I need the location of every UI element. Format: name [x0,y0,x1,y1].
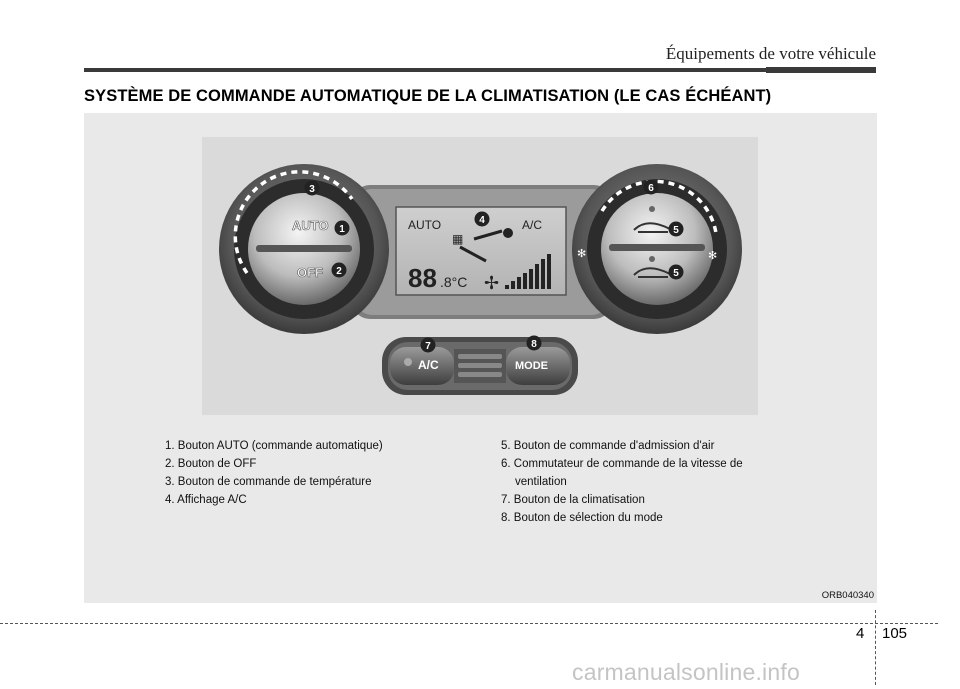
legend-item: 8. Bouton de sélection du mode [501,512,663,524]
callout-8: 8 [531,339,537,350]
ac-button-label[interactable]: A/C [418,358,439,372]
temperature-knob[interactable] [219,164,389,334]
bottom-rule [0,623,938,624]
callout-7: 7 [425,341,431,352]
chapter-number: 4 [856,625,865,642]
figure-code: ORB040340 [821,590,874,601]
display-auto-indicator: AUTO [408,218,442,232]
page-heading: SYSTÈME DE COMMANDE AUTOMATIQUE DE LA CLIMATISATION (LE CAS ÉCHÉANT) [84,87,772,105]
callout-1: 1 [339,224,345,235]
display-ac-indicator: A/C [522,218,543,232]
display-fan-icon: ✢ [484,273,500,293]
legend-right [501,437,743,527]
top-rule-accent [766,67,876,73]
legend-item: 6. Commutateur de commande de la vitesse de [501,458,743,470]
fan-low-icon: ✻ [577,248,587,260]
legend-left [165,437,383,509]
climate-control-figure [202,137,758,415]
callout-5a: 5 [673,225,679,236]
display-temperature-digits: 88 [408,263,437,293]
callout-6: 6 [648,183,654,194]
callout-5b: 5 [673,268,679,279]
legend-item: 5. Bouton de commande d'admission d'air [501,440,715,452]
ac-indicator-led [404,358,412,366]
watermark: carmanualsonline.info [572,659,800,685]
off-button-label[interactable]: OFF [297,265,323,280]
page-number-divider [875,610,876,685]
svg-text:▦: ▦ [452,232,464,246]
page-number: 105 [882,625,908,642]
mode-button-label[interactable]: MODE [515,360,548,372]
legend-item: 3. Bouton de commande de température [165,476,372,488]
callout-4: 4 [479,215,485,226]
fan-high-icon: ✻ [708,250,718,262]
legend-item: 1. Bouton AUTO (commande automatique) [165,440,383,452]
legend-item: 7. Bouton de la climatisation [501,494,645,506]
auto-button-label[interactable]: AUTO [292,218,329,233]
lower-button-strip [382,337,578,395]
display-temperature-unit: .8°C [440,274,468,290]
callout-2: 2 [336,266,342,277]
legend-item: 4. Affichage A/C [165,494,247,506]
legend-item-continuation: ventilation [515,476,567,488]
legend-item: 2. Bouton de OFF [165,458,257,470]
top-rule [84,68,876,72]
callout-3: 3 [309,184,315,195]
climate-control-illustration [202,137,758,415]
section-title: Équipements de votre véhicule [665,44,876,63]
